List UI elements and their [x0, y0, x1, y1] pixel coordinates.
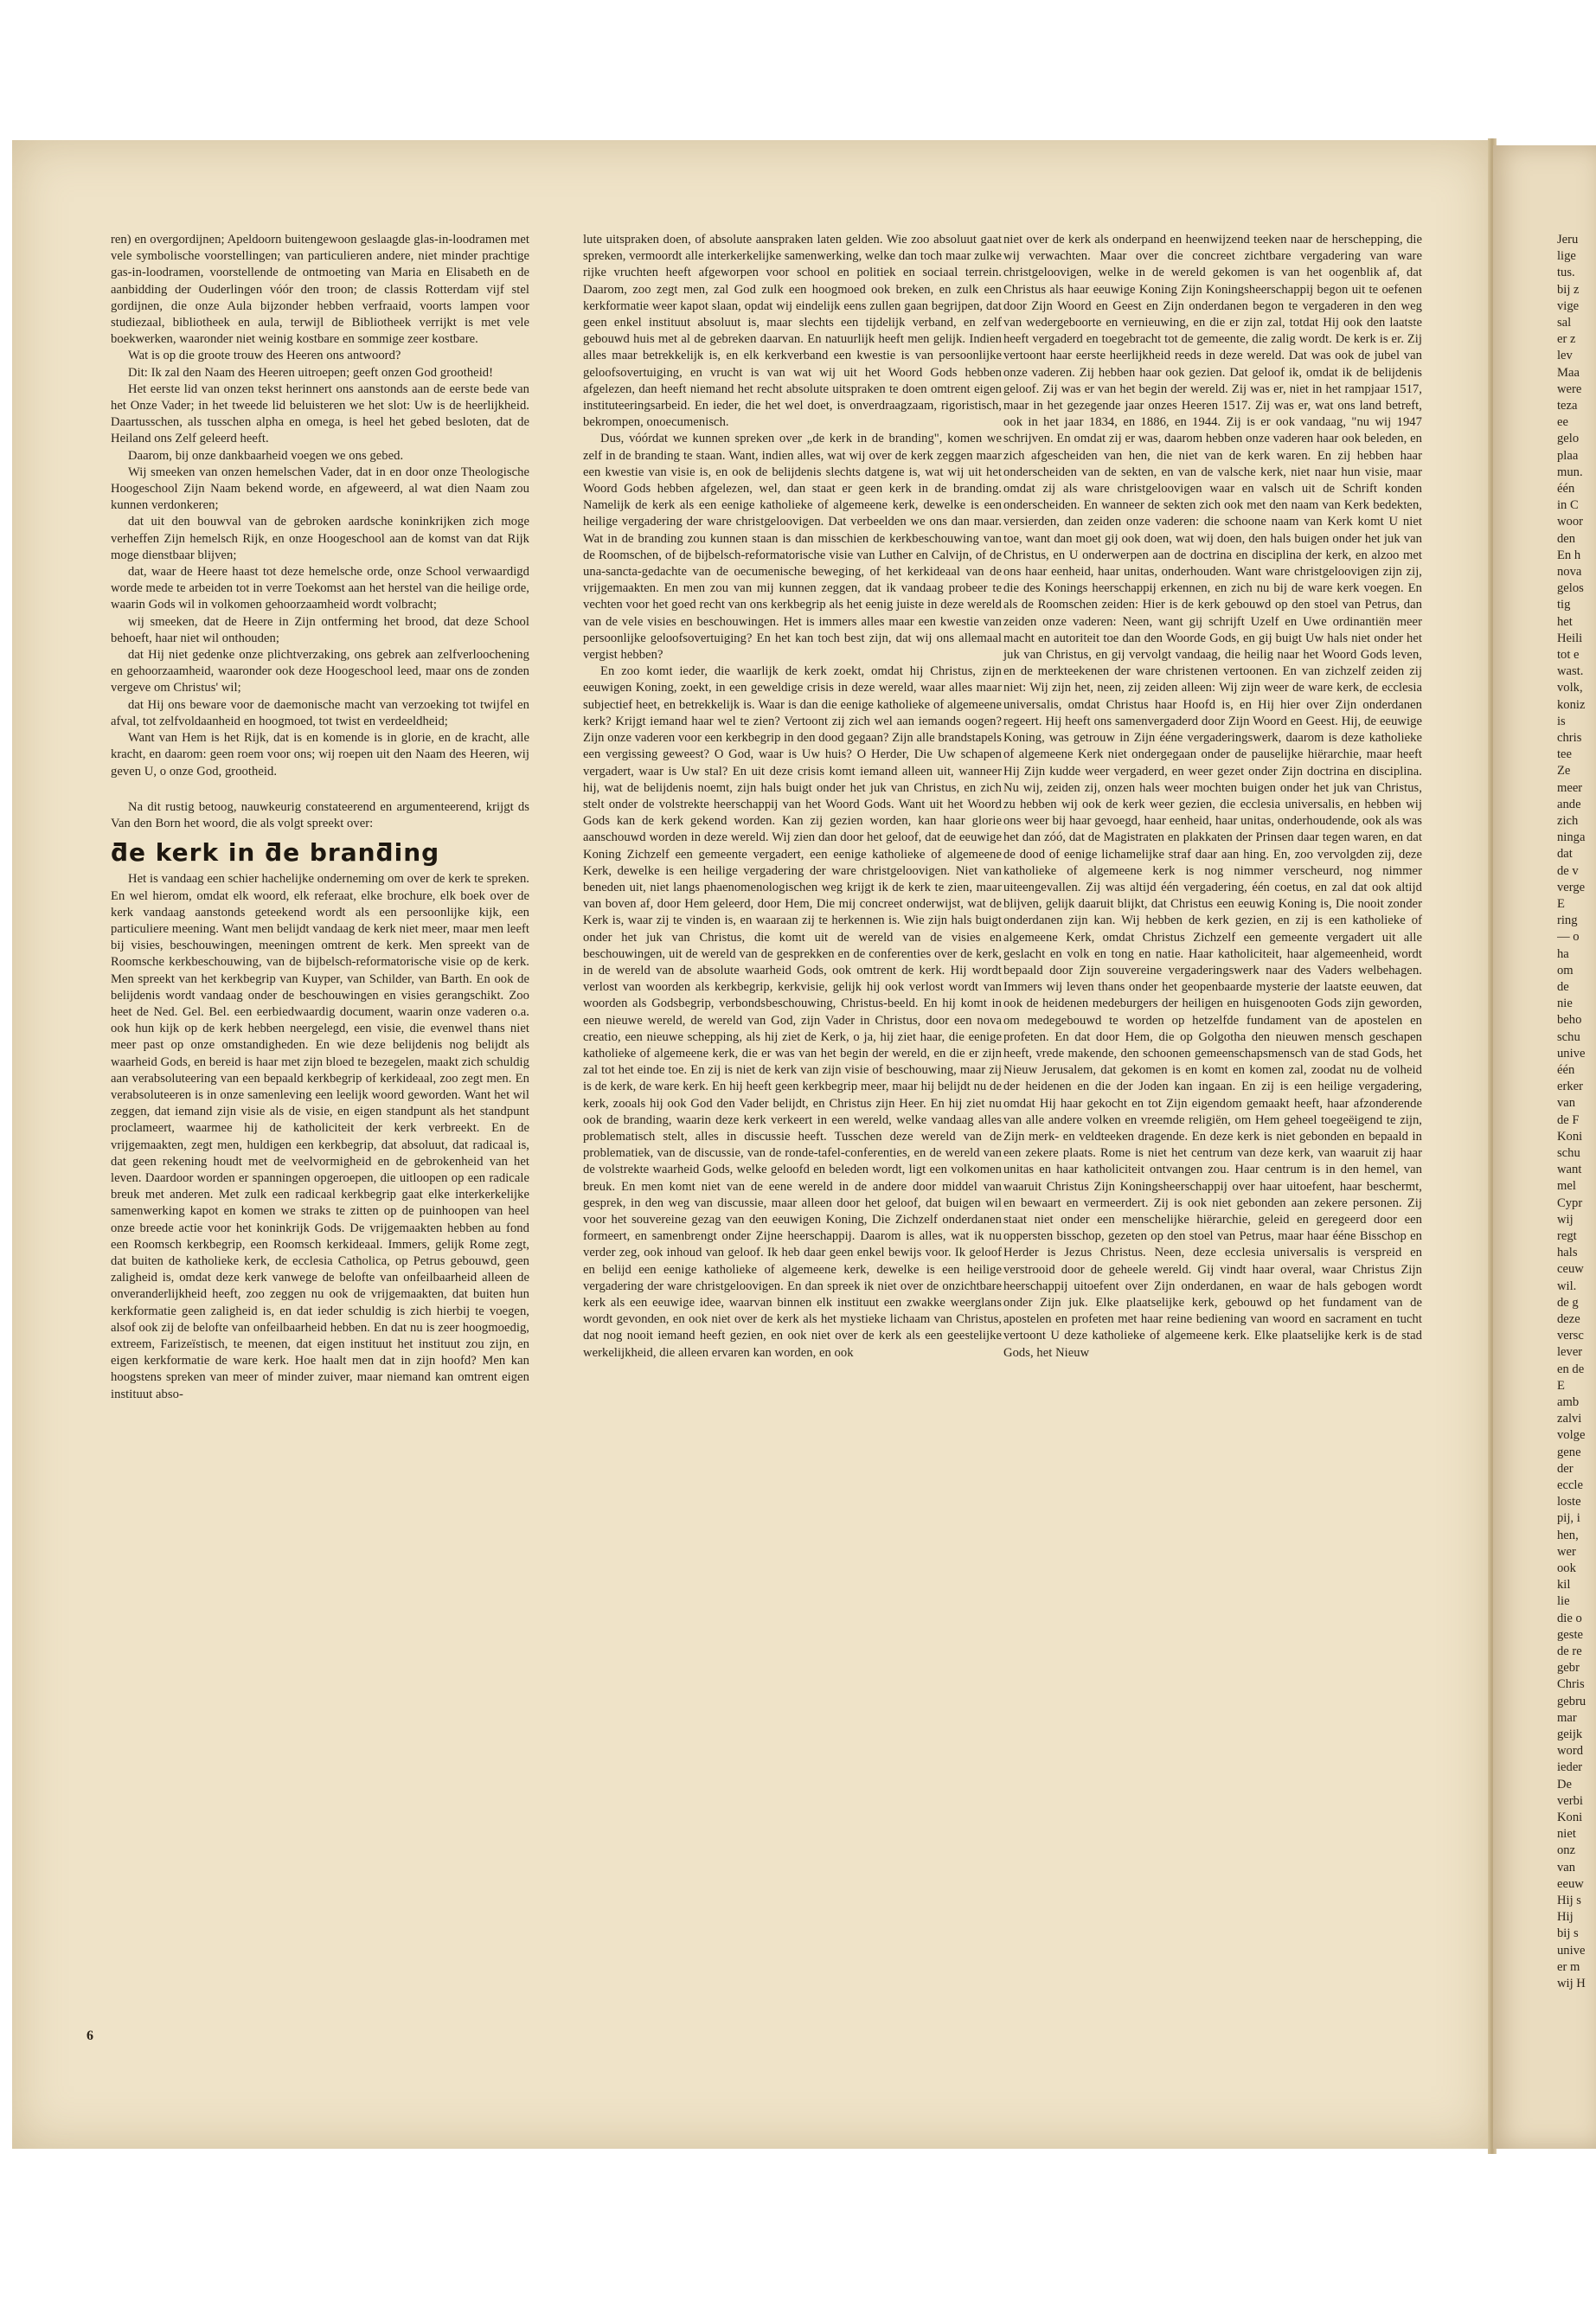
fragment-line: er z [1557, 332, 1576, 347]
fragment-line: teza [1557, 399, 1578, 413]
fragment-line: Koni [1557, 1129, 1583, 1144]
fragment-line: gebru [1557, 1694, 1586, 1708]
fragment-line: de v [1557, 863, 1579, 878]
column-3 [1003, 232, 1422, 1362]
paragraph: Wat is op die groote trouw des Heeren ons antwoord? [128, 349, 401, 363]
fragment-line: die o [1557, 1611, 1582, 1625]
fragment-line: lie [1557, 1594, 1570, 1609]
fragment-line: en de [1557, 1362, 1585, 1376]
fragment-line: regt [1557, 1229, 1577, 1243]
fragment-line: mel [1557, 1179, 1576, 1194]
paragraph: wij smeeken, dat de Heere in Zijn ontferming het brood, dat deze School behoeft, haar niet wil onthouden; [111, 614, 529, 645]
fragment-line: tee [1557, 747, 1573, 762]
fragment-line: De [1557, 1777, 1573, 1791]
fragment-line: zich [1557, 814, 1579, 828]
paragraph: Na dit rustig betoog, nauwkeurig constateerend en argumenteerend, krijgt ds Van den Born het woord, die als volgt spreekt over: [111, 799, 529, 830]
fragment-line: eeuw [1557, 1876, 1584, 1891]
fragment-line: nova [1557, 565, 1582, 579]
fragment-line: gelos [1557, 581, 1584, 596]
fragment-line: Cypr [1557, 1195, 1583, 1210]
fragment-line: ceuw [1557, 1262, 1584, 1277]
fragment-line: tus. [1557, 266, 1575, 280]
fragment-line: kil [1557, 1578, 1571, 1593]
fragment-line: de [1557, 980, 1569, 994]
fragment-line: de F [1557, 1112, 1580, 1127]
fragment-line: Chris [1557, 1677, 1585, 1692]
paragraph: dat uit den bouwval van de gebroken aardsche koninkrijken zich moge verheffen Zijn hemelsch Rijk, en onze Hoogeschool aan de komst van dat Rijk moge dienstbaar blijven; [111, 515, 529, 562]
fragment-line: beho [1557, 1013, 1582, 1028]
paragraph: ren) en overgordijnen; Apeldoorn buitengewoon geslaagde glas-in-loodramen met vele symbolische voorstellingen; van particulieren andere, niet minder prachtige gas-in-loodramen, voorstellende de ontmoeting van Maria en Elisabeth en de aanbidding der Ouderlingen vóór den troon; de classis Rotterdam vijf stel gordijnen, die onze Aula bijzonder hebben verfraaid, voorts lampen voor studiezaal, bibliotheek en aula, terwijl de Bibliotheek verrijkt is met vele boekwerken, waaronder niet weinig kostbare en sommige zeer kostbare. [111, 233, 529, 347]
paragraph: Want van Hem is het Rijk, dat is en komende is in glorie, en de kracht, alle kracht, en daarom: geen roem voor ons; wij roepen uit den Naam des Heeren, wij geven U, o onze God, grootheid. [111, 731, 529, 779]
fragment-line: lever [1557, 1345, 1583, 1360]
paragraph: dat, waar de Heere haast tot deze hemelsche orde, onze School verwaardigd worde mede te arbeiden tot in verre Toekomst aan het herstel van die heilige orde, waarin Gods wil in volkomen gehoorzaamheid wordt volbracht; [111, 565, 529, 612]
fragment-line: volk, [1557, 681, 1583, 695]
fragment-line: volge [1557, 1428, 1586, 1443]
fragment-line: meer [1557, 780, 1583, 795]
paragraph: Dus, vóórdat we kunnen spreken over „de kerk in de branding", komen we zelf in de branding te staan. Want, indien alles, wat wij over de kerk zeggen maar een kwestie van visie is, en ook de belijdenis slechts datgene is, wat wij uit het Woord Gods hebben afgelezen, wel, dan staat er geen kerk in de branding. Namelijk de kerk als een eenige katholieke of algemeene kerk, dewelke is een heilige vergadering der ware christgeloovigen. Dat verbeelden we ons dan maar. Wat in de branding zou kunnen staan is dan misschien de kerkbeschouwing van de Roomschen, of de bijbelsch-reformatorische visie van Luther en Calvijn, of de una-sancta-gedachte van de oecumenische beweging, of het kerkideaal van de vrijgemaakten. En men zou van mij kunnen zeggen, dat ik vandaag probeer te vechten voor het goed recht van ons kerkbegrip als het eenig juiste in deze wereld van de vele visies en beschouwingen. Het is immers alles maar een kwestie van persoonlijke geloofsovertuiging? En het kan toch best zijn, dat wij ons allemaal vergist hebben? [583, 432, 1002, 663]
fragment-line: En h [1557, 548, 1581, 562]
fragment-line: nie [1557, 997, 1573, 1011]
fragment-line: unive [1557, 1943, 1586, 1958]
fragment-line: lev [1557, 349, 1573, 363]
fragment-line: lige [1557, 249, 1576, 264]
fragment-line: van [1557, 1860, 1576, 1875]
paragraph: niet over de kerk als onderpand en heenwijzend teeken naar de herschepping, die wij verwachten. Maar over die concreet zichtbare vergadering van ware christgeloovigen, welke in de wereld gekomen is van het oogenblik af, dat Christus als haar eeuwige Koning Zijn Koningsheerschappij begon uit te oefenen door Zijn Woord en Geest en Zijn onderdanen begon te vergaderen in den weg van wedergeboorte en vernieuwing, en die er zijn zal, totdat Hij ook den laatste heeft vergaderd en toegebracht tot de gemeente, die zalig wordt. De kerk is er. Zij vertoont haar eerste heerlijkheid reeds in deze wereld. Dat was ook de jubel van onze vaderen. Zij hebben haar ook gezien. Dat geloof ik, omdat ik de belijdenis geloof. Zij was er van het begin der wereld. Zij was er, niet in het rampjaar 1517, maar in het gezegende jaar onzes Heeren 1517. Zij was er, wat ons land betreft, ook in het jaar 1834, en 1886, en 1944. Zij is er ook vandaag, "nu wij 1947 schrijven. En omdat zij er was, daarom hebben onze vaderen haar ook beleden, en zich afgescheiden van hen, die niet van de kerk waren. En zij hebben haar onderscheiden van de sekten, en van de valsche kerk, niet naar hun visie, maar omdat zij als ware christgeloovigen waar en valsch uit de Schrift konden onderscheiden. En wanneer de sekten zich ook met den naam van Kerk bedekten, versierden, dan zeiden onze vaderen: die schoone naam van Kerk komt U niet toe, want dan moet gij ook doen, wat wij doen, den hals buigen onder het juk van Christus, en U onderwerpen aan de doctrina en disciplina der kerk, en alzoo met ons haar eenheid, haar unitas, onderhouden. Want ware christgeloovigen zijn zij, die des Konings heerschappij erkennen, en zich nu bij de ware kerk voegen. En als de Roomschen zeiden: Hier is de kerk gebouwd op den stoel van Petrus, dan zeiden onze vaderen: Neen, want gij schrijft Uzelf en Uwe ordinantiën meer macht en autoriteit toe dan den Woorde Gods, en gij buigt Uw hals niet onder het juk van Christus, en gij vervolgt vandaag, die heilig naar het Woord Gods leven, en de merkteekenen der ware christenen vertoonen. En van zichzelf zeiden zij niet: Wij zijn het, neen, zij zeiden alleen: Wij zijn weer de ware kerk, de ecclesia universalis, omdat Christus haar Hoofd is, en Hij hier over Zijn onderdanen regeert. Hij heeft ons samenvergaderd door Zijn Woord en Geest. Hij, de eeuwige Koning, was getrouw in Zijn ééne vergaderingswerk, daarom is deze katholieke of algemeene Kerk niet ondergegaan onder de pauselijke hiërarchie, maar heeft Hij Zijn kudde weer vergaderd, en weer gezet onder Zijn doctrina en disciplina. Nu wij, zeiden zij, onzen hals weer mochten buigen onder het juk van Christus, zu hebben wij ook de kerk weer gezien, die ecclesia universalis, en hebben wij ons weer bij haar gevoegd, haar eenheid, haar unitas, onderhoudende, ook als was het dan zóó, dat de Magistraten en plakkaten der Prinsen daar tegen waren, en dat de dood of eenige lichamelijke straf daar aan hing. En, zoo vervolgden zij, deze katholieke of algemeene kerk is nog nimmer verscheurd, nog nimmer uiteengevallen. Zij was altijd één vergadering, één coetus, en zal dat ook altijd blijven, gelijk daaruit blijkt, dat Christus een eeuwig Koning is, Die nooit zonder onderdanen zijn kan. Wij hebben de kerk gezien, en zij is een katholieke of algemeene Kerk, omdat Christus Zichzelf een gemeente vergadert uit alle geslacht en volk en tong en natie. Haar katholiciteit, haar algemeenheid, wordt bepaald door Zijn souvereine vergaderingswerk naar des Vaders welbehagen. Immers wij leven thans onder het geopenbaarde mysterie der laatste eeuwen, dat ook de heidenen medeburgers der heiligen en huisgenooten Gods zijn geworden, om medegebouwd te worden op hetzelfde fundament van de apostelen en profeten. En dat door Hem, die op Golgotha den nieuwen mensch geschapen heeft, vrede makende, den schoonen gemeenschapsmensch van de stad Gods, het Nieuw Jerusalem, dat gekomen is en komt en komen zal, zoodat nu de volheid der heidenen en die der Joden kan ingaan. En zij is een heilige vergadering, omdat Hij haar gekocht en tot Zijn eigendom gemaakt heeft, haar afzonderende van alle andere volken en vreemde religiën, om Hem geheel toegeëigend te zijn, Zijn merk- en veldteeken dragende. En deze kerk is niet gebonden en bepaald in een zekere plaats. Rome is niet het centrum van deze kerk, van waaruit zij haar unitas en haar katholiciteit ontvangen zou. Haar centrum is in den hemel, van waaruit Christus Zijn Koningsheerschappij over haar uitoefent, haar beschermt, en bewaart en vermeerdert. Zij is ook niet gebonden aan zekere personen. Zij staat niet onder een menschelijke hiërarchie, geleid en geregeerd door een oppersten bisschop, gezeten op den stoel van Petrus, maar haar ééne Bisschop en Herder is Jezus Christus. Neen, deze ecclesia universalis is verspreid en verstrooid door de geheele wereld. Gij vindt haar overal, waar Christus Zijn heerschappij uitoefent over Zijn onderdanen, en waar de hals gebogen wordt onder Zijn juk. Elke plaatselijke kerk, gebouwd op het fundament van de apostelen en profeten met haar reine bediening van woord en sacrament en tucht vertoont U deze katholieke of algemeene kerk. Elke plaatselijke kerk is de stad Gods, het Nieuw [1003, 233, 1422, 1360]
fragment-line: ook [1557, 1561, 1576, 1575]
fragment-line: één [1557, 1063, 1575, 1077]
fragment-line: ha [1557, 946, 1569, 961]
fragment-line: mar [1557, 1710, 1577, 1725]
fragment-line: Hij s [1557, 1894, 1581, 1907]
fragment-line: sal [1557, 316, 1572, 330]
fragment-line: schu [1557, 1029, 1580, 1044]
fragment-line: Heili [1557, 631, 1583, 645]
fragment-line: gene [1557, 1445, 1581, 1459]
fragment-line: amb [1557, 1395, 1580, 1409]
fragment-line: zalvi [1557, 1412, 1582, 1426]
fragment-line: tig [1557, 598, 1571, 612]
fragment-line: wer [1557, 1544, 1576, 1559]
fragment-line: tot e [1557, 648, 1580, 662]
column-2 [583, 232, 1002, 1362]
fragment-line: wij [1557, 1212, 1574, 1227]
fragment-line: hals [1557, 1246, 1578, 1260]
fragment-line: is [1557, 714, 1566, 728]
fragment-line: ninga [1557, 830, 1586, 845]
fragment-line: versc [1557, 1329, 1584, 1343]
fragment-line: in C [1557, 498, 1579, 513]
fragment-line: eccle [1557, 1478, 1583, 1492]
fragment-line: ieder [1557, 1760, 1583, 1775]
fragment-line: van [1557, 1096, 1576, 1111]
paragraph: dat Hij ons beware voor de daemonische macht van verzoeking tot twijfel en afval, tot zelfvoldaanheid en hoogmoed, tot twist en verdeeldheid; [111, 697, 529, 728]
fragment-line: E [1557, 897, 1565, 911]
fragment-line: verge [1557, 880, 1586, 894]
fragment-line: ring [1557, 913, 1578, 928]
fragment-line: koniz [1557, 697, 1586, 712]
fragment-line: onz [1557, 1843, 1576, 1858]
fragment-line: Koni [1557, 1811, 1583, 1824]
fragment-line: niet [1557, 1827, 1576, 1842]
fragment-line: wil. [1557, 1279, 1577, 1293]
fragment-line: loste [1557, 1495, 1581, 1509]
fragment-line: gebr [1557, 1661, 1580, 1676]
fragment-line: den [1557, 531, 1576, 546]
fragment-line: wij H [1557, 1977, 1586, 1990]
fragment-line: Hij [1557, 1910, 1574, 1925]
fragment-line: geste [1557, 1627, 1583, 1642]
fragment-line: E [1557, 1378, 1565, 1393]
paragraph: En zoo komt ieder, die waarlijk de kerk zoekt, omdat hij Christus, zijn eeuwigen Koning, zoekt, in een geweldige crisis in deze wereld, waar alles maar subjectief heet, en betrekkelijk is. Waar is dan die eenige katholieke of algemeene kerk? Krijgt iemand haar wel te zien? Vertoont zij zich wel aan iemands oogen? Zijn onze vaderen voor een kerkbegrip in den dood gegaan? Zijn alle brandstapels een vergissing geweest? O God, waar is Uw huis? O Herder, Die Uw schapen vergadert, waar is Uw stal? En uit deze crisis komt iemand alleen uit, wanneer hij, wat de belijdenis noemt, zijn hals buigt onder het juk van Christus, en zich stelt onder de volstrekte heerschappij van het Woord Gods. Want uit het Woord Gods kan de kerk gekend worden. Kan zij gezien worden, kan haar glorie aanschouwd worden in deze wereld. Wij zien dan door het geloof, dat de eeuwige Koning Zichzelf een gemeente vergadert, een eenige katholieke of algemeene Kerk, dewelke is een heilige vergadering der ware christgeloovigen. Niet van beneden uit, niet langs phaenomenologischen weg krijgt ik de kerk te zien, maar van boven af, door Hem geleerd, door Hem, Die mij concreet onderwijst, wat de Kerk is, waar zij te vinden is, en waaraan zij te herkennen is. Wie zijn hals buigt onder het juk van Christus, die komt uit de wereld van de visies en beschouwingen, uit de wereld van de gesprekken en de conferenties over de kerk, in de wereld van de absolute waarheid Gods, ook omtrent de kerk. Hij wordt verlost van woorden als kerkbegrip, kerkvisie, gelijk hij ook verlost wordt van woorden als Godsbegrip, verbondsbeschouwing, Christus-beeld. En hij komt in een nieuwe wereld, de wereld van God, zijn Vader in Christus, door een nova creatio, een nieuwe schepping, als hij ziet de Kerk, o ja, hij ziet haar, die eenige katholieke of algemeene kerk, die er was van het begin der wereld, en die er zijn zal tot het einde toe. En zij is niet de kerk van zijn visie of beschouwing, maar zij is de kerk, de ware kerk. En hij heeft geen kerkbegrip meer, maar hij belijdt nu de kerk, zooals hij ook God den Vader belijdt, en Christus zijn Heer. En hij ziet nu ook de branding, waarin deze kerk verkeert in een wereld, welke vandaag alles problematisch stelt, alles in discussie heeft. Tusschen deze wereld van de problematiek, van de discussie, van de ronde-tafel-conferenties, en de wereld van de volstrekte waarheid Gods, welke geloofd en beleden wordt, ligt een volkomen breuk. En men komt niet van de eene wereld in de andere door middel van gesprek, in den weg van discussie, maar alleen door het geloof, dat buigen wil voor het souvereine gezag van den eeuwigen Koning, Die Zichzelf onderdanen formeert, en samenbrengt onder Zijne heerschappij. Daarom is alles, wat ik nu verder zeg, ook inhoud van geloof. Ik heb daar geen enkel bewijs voor. Ik geloof en belijd een eenige katholieke of algemeene kerk, dewelke is een heilige vergadering der ware christgeloovigen. En dan spreek ik niet over de onzichtbare kerk als een eeuwige idee, waarvan binnen elk instituut een zwakke weerglans wordt gevonden, en ook niet over de kerk als het mystieke lichaam van Christus, dat nog nooit iemand heeft gezien, en ook niet over de kerk als een geestelijke werkelijkheid, die alleen ervaren kan worden, en ook [583, 664, 1002, 1360]
fragment-line: plaa [1557, 448, 1579, 463]
fragment-line: unive [1557, 1046, 1586, 1061]
paragraph: lute uitspraken doen, of absolute aanspraken laten gelden. Wie zoo absoluut gaat spreken, vermoordt alle interkerkelijke samenwerking, welke dan toch maar zulke rijke vruchten heeft afgeworpen voor school en politiek en sociaal terrein. Daarom, zoo zegt men, zal God zulk een hoogmoed ook breken, en zulk een kerkformatie weer kapot slaan, opdat wij eindelijk eens zullen gaan begrijpen, dat geen enkel instituut absoluut is, maar slechts een tijdelijk verband, en zelf gebouwd huis met al de gebreken daarvan. En natuurlijk heeft men gelijk. Indien alles maar betrekkelijk is, en elk kerkverband een kwestie is van persoonlijke geloofsovertuiging, en vrucht is van wat wij uit het Woord Gods hebben afgelezen, dan heeft niemand het recht absolute uitspraken te doen omtrent eigen instituteeringsarbeid. En ieder, die het wel doet, is onverdraagzaam, rigoristisch, bekrompen, onoecumenisch. [583, 233, 1002, 430]
paragraph: Dit: Ik zal den Naam des Heeren uitroepen; geeft onzen God grootheid! [128, 365, 494, 380]
fragment-line: er m [1557, 1959, 1580, 1974]
fragment-line: Jeru [1557, 233, 1579, 247]
fragment-line: verbi [1557, 1793, 1583, 1808]
fragment-line: word [1557, 1744, 1583, 1759]
paragraph: dat Hij niet gedenke onze plichtverzaking, ons gebrek aan zelfverloochening en gehoorzaamheid, waaronder ook deze Hoogeschool leed, maar ons de zonden vergeve om Christus' wil; [111, 648, 529, 695]
fragment-line: wast. [1557, 664, 1584, 679]
fragment-line: schu [1557, 1146, 1580, 1160]
paragraph: Het eerste lid van onzen tekst herinnert ons aanstonds aan de eerste bede van het Onze Vader; in het tweede lid beluisteren we het slot: Uw is de heerlijkheid. Daartusschen, als tusschen alpha en omega, is heel het gebed besloten, dat de Heiland ons Zelf geleerd heeft. [111, 381, 529, 446]
paragraph: Daarom, bij onze dankbaarheid voegen we ons gebed. [128, 448, 404, 463]
fragment-line: dat [1557, 847, 1573, 862]
fragment-line: deze [1557, 1312, 1580, 1326]
paragraph: Het is vandaag een schier hachelijke onderneming om over de kerk te spreken. En wel hierom, omdat elk woord, elk referaat, elke brochure, elk boek over de kerk vandaag aanstonds geteekend wordt als een persoonlijke kijk, een particuliere meening. Want men belijdt vandaag de kerk niet meer, maar men leeft bij visies, beschouwingen, meeningen omtrent de kerk. Men spreekt van de Roomsche kerkbeschouwing, van de bijbelsch-reformatorische visie op de kerk. Men spreekt van het kerkbegrip van Kuyper, van Schilder, van Barth. En ook de belijdenis wordt vandaag onder de beschouwingen en visies gerangschikt. Zoo heet de Ned. Gel. Bel. een eerbiedwaardig document, waarin onze vaderen o.a. ook hun kijk op de kerk hebben neergelegd, een visie, die evenwel thans niet meer past op onze omstandigheden. En wie deze belijdenis nog belijdt als waarheid Gods, en bereid is haar met zijn bloed te bezegelen, maakt zich schuldig aan verabsoluteering van een bepaald kerkbegrip of kerkideaal, zoo zegt men. En verabsoluteeren is in onze samenleving een leelijk woord geworden. Want het wil zeggen, dat iemand zijn visie als de visie, en eigen standpunt als het standpunt proclameert, waarmee hij de katholiciteit der kerk verbreekt. En de vrijgemaakten, zegt men, huldigen een kerkbegrip, dat absoluut, dat radicaal is, dat geen rekening houdt met de veelvormigheid en de gebrokenheid van het leven. Daardoor worden er spanningen opgeroepen, die uitloopen op een radicale breuk met anderen. Met zulk een radicaal kerkbegrip gaat elke interkerkelijke samenwerking kapot en komen we straks te zitten op de puinhoopen van heel onze breede actie voor het koninkrijk Gods. De vrijgemaakten hebben au fond een Roomsch kerkbegrip, een Roomsch kerkideaal. Immers, gelijk Rome zegt, dat buiten de katholieke kerk, de ecclesia Catholica, op Petrus gebouwd, geen zaligheid is, omdat deze kerk vanwege de belofte van onfeilbaarheid alleen de onveranderlijkheid heeft, zoo zeggen nu ook de vrijgemaakten, dat buiten hun kerkformatie geen zaligheid is, en dat ieder schuldig is zich hierbij te voegen, alsof ook zij de belofte van onfeilbaarheid hebben. En dat nu is zeer hoogmoedig, extreem, Farizeïstisch, te meenen, dat eigen instituut het instituut zou zijn, en eigen kerkformatie de ware kerk. Hoe haalt men dat in zijn hoofd? Men kan hoogstens spreken van meer of minder zuiver, maar niemand kan omtrent eigen instituut abso- [111, 872, 529, 1401]
fragment-line: gelo [1557, 432, 1580, 446]
section-heading: ƌe kerk in ƌe branƌing [111, 838, 440, 868]
fragment-line: vige [1557, 298, 1580, 313]
paragraph: Wij smeeken van onzen hemelschen Vader, dat in en door onze Theologische Hoogeschool Zijn Naam bekend worde, en afgeweerd, al wat dien Naam zou kunnen verdonkeren; [111, 465, 529, 513]
fragment-line: — o [1557, 930, 1580, 945]
fragment-line: woor [1557, 515, 1583, 529]
fragment-line: pij, i [1557, 1511, 1580, 1526]
fragment-line: erker [1557, 1080, 1583, 1094]
fragment-line: ande [1557, 797, 1581, 811]
fragment-line: chris [1557, 731, 1582, 745]
fragment-line: de re [1557, 1644, 1582, 1658]
fragment-line: de g [1557, 1295, 1579, 1310]
fragment-line: were [1557, 381, 1582, 396]
fragment-line: Maa [1557, 365, 1580, 380]
fragment-line: ee [1557, 415, 1568, 430]
column-1 [111, 232, 529, 1403]
fragment-line: mun. [1557, 465, 1583, 479]
fragment-line: der [1557, 1461, 1574, 1476]
fragment-line: hen, [1557, 1528, 1579, 1542]
fragment-line: één [1557, 482, 1575, 496]
fragment-line: geijk [1557, 1727, 1583, 1741]
page-number: 6 [87, 2029, 93, 2043]
fragment-line: Ze [1557, 764, 1571, 779]
fragment-line: het [1557, 614, 1573, 629]
fragment-line: want [1557, 1163, 1582, 1177]
fragment-line: bij s [1557, 1926, 1579, 1941]
fragment-line: om [1557, 963, 1574, 977]
fragment-line: bij z [1557, 282, 1580, 297]
